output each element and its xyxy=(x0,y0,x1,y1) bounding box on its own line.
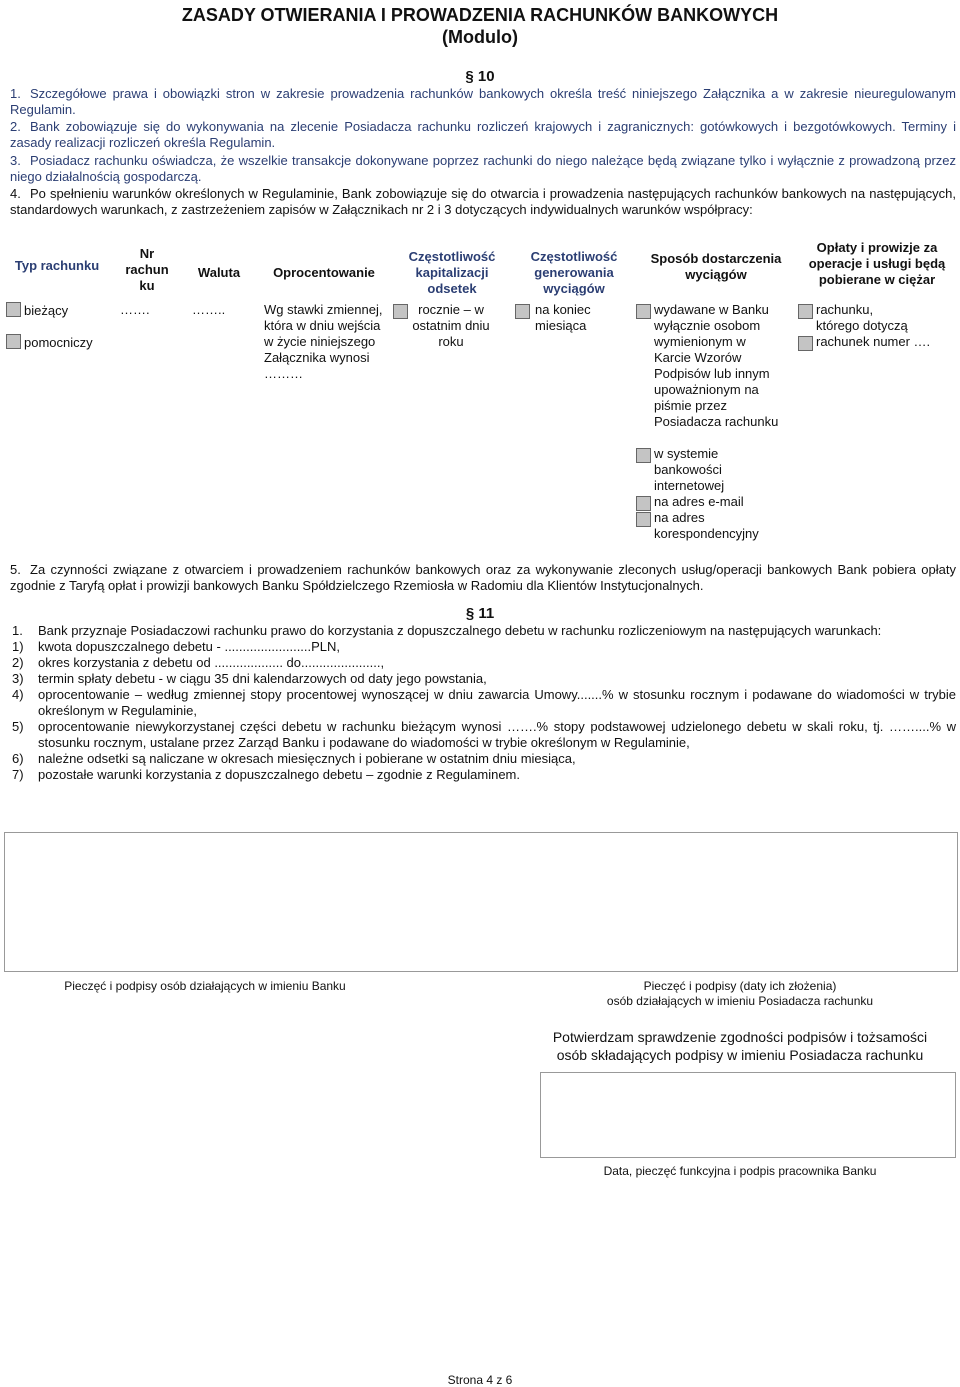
clause-10-4: 4. Po spełnieniu warunków określonych w Regulaminie, Bank zobowiązuje się do otwarcia i prowadzenia następujących rachunków bankowych na następujących, standardowych warunkach, z zastrzeżeniem zapisów w Załącznikach nr 2 i 3 dotyczących indywidualnych warunków współpracy: xyxy=(10,186,956,217)
clause-11-item-1: 1) kwota dopuszczalnego debetu - ........................PLN, xyxy=(12,639,341,654)
signature-bank-caption: Pieczęć i podpisy osób działających w imieniu Banku xyxy=(64,979,346,993)
clause-11-intro: 1. Bank przyznaje Posiadaczowi rachunku prawo do korzystania z dopuszczalnego debetu w rachunku rozliczeniowym na następujących warunkach: xyxy=(12,623,882,638)
checkbox-icon[interactable] xyxy=(636,304,651,319)
checkbox-icon[interactable] xyxy=(515,304,530,319)
paragraph-10-label: § 10 xyxy=(465,68,495,85)
waluta-value: …….. xyxy=(192,302,226,317)
header-generowanie: Częstotliwość generowania wyciągów xyxy=(530,249,618,296)
page-footer: Strona 4 z 6 xyxy=(447,1373,513,1387)
dostarczanie-option-internet[interactable]: w systemie bankowości internetowej xyxy=(636,446,796,494)
clause-11-item-4: 4) oprocentowanie – według zmiennej stopy procentowej wynoszącej w dniu zawarcia Umowy.......% w stosunku rocznym i podawane do wiadomości w trybie określonym w Regulaminie, xyxy=(12,687,956,718)
signature-holder-caption: Pieczęć i podpisy (daty ich złożenia) osób działających w imieniu Posiadacza rachunku xyxy=(606,979,874,1008)
employee-signature-caption: Data, pieczęć funkcyjna i podpis pracownika Banku xyxy=(603,1164,877,1178)
clause-10-5: 5. Za czynności związane z otwarciem i prowadzeniem rachunków bankowych oraz za wykonywanie zleconych usług/operacji bankowych Bank pobiera opłaty zgodnie z Taryfą opłat i prowizji bankowych Banku Spółdzielczego Rzemiosła w Radomiu dla Klientów Instytucjonalnych. xyxy=(10,562,956,593)
dostarczanie-option-bank[interactable]: wydawane w Banku wyłącznie osobom wymienionym w Karcie Wzorów Podpisów lub innym upoważnionym na piśmie przez Posiadacza rachunku xyxy=(636,302,796,430)
checkbox-icon[interactable] xyxy=(636,448,651,463)
oplaty-option-rachunek[interactable]: rachunku, którego dotyczą xyxy=(798,302,948,334)
accounts-table xyxy=(0,234,960,544)
header-dostarczanie: Sposób dostarczenia wyciągów xyxy=(650,251,782,282)
document-title: ZASADY OTWIERANIA I PROWADZENIA RACHUNKÓW BANKOWYCH (Modulo) xyxy=(181,5,779,47)
header-kapitalizacja: Częstotliwość kapitalizacji odsetek xyxy=(408,249,496,296)
clause-10-3: 3. Posiadacz rachunku oświadcza, że wszelkie transakcje dokonywane poprzez rachunki do niego należące będą związane tylko i wyłącznie z prowadzoną przez niego działalnością gospodarczą. xyxy=(10,153,956,184)
clause-10-1: 1. Szczegółowe prawa i obowiązki stron w zakresie prowadzenia rachunków bankowych określa treść niniejszego Załącznika a w zakresie nieuregulowanym Regulamin. xyxy=(10,86,956,117)
nr-value: ……. xyxy=(120,302,150,317)
signature-confirmation-text: Potwierdzam sprawdzenie zgodności podpisów i tożsamości osób składających podpisy w imieniu Posiadacza rachunku xyxy=(552,1029,928,1063)
typ-option-pomocniczy[interactable]: pomocniczy xyxy=(6,334,93,351)
checkbox-icon[interactable] xyxy=(636,496,651,511)
clause-11-item-5: 5) oprocentowanie niewykorzystanej części debetu w rachunku bieżącym wynosi …….% stopy podstawowej udzielonego debetu w skali roku, tj. ……....% w stosunku rocznym, ustalane przez Zarząd Banku i podawane do wiadomości w trybie określonym w Regulaminie, xyxy=(12,719,956,750)
header-typ: Typ rachunku xyxy=(14,258,100,273)
clause-11-item-3: 3) termin spłaty debetu - w ciągu 35 dni kalendarzowych od daty jego powstania, xyxy=(12,671,487,686)
checkbox-icon[interactable] xyxy=(798,336,813,351)
checkbox-icon[interactable] xyxy=(393,304,408,319)
clause-11-item-7: 7) pozostałe warunki korzystania z dopuszczalnego debetu – zgodnie z Regulaminem. xyxy=(12,767,521,782)
employee-signature-box[interactable] xyxy=(540,1072,956,1158)
dostarczanie-option-post[interactable]: na adres korespondencyjny xyxy=(636,510,796,542)
checkbox-icon[interactable] xyxy=(6,334,21,349)
checkbox-icon[interactable] xyxy=(6,302,21,317)
oplaty-option-numer[interactable]: rachunek numer …. xyxy=(798,334,958,351)
generowanie-option[interactable]: na koniec miesiąca xyxy=(515,302,615,334)
typ-option-biezacy[interactable]: bieżący xyxy=(6,302,68,319)
signature-area-box[interactable] xyxy=(4,832,958,972)
paragraph-11-label: § 11 xyxy=(465,605,495,622)
clause-11-item-6: 6) należne odsetki są naliczane w okresach miesięcznych i pobierane w ostatnim dniu miesiąca, xyxy=(12,751,576,766)
header-nr: Nr rachun ku xyxy=(125,246,169,293)
kapitalizacja-option[interactable]: rocznie – w ostatnim dniu roku xyxy=(393,302,503,350)
clause-11-item-2: 2) okres korzystania z debetu od ................... do......................, xyxy=(12,655,385,670)
header-waluta: Waluta xyxy=(197,265,241,280)
oprocentowanie-value: Wg stawki zmiennej, która w dniu wejścia w życie niniejszego Załącznika wynosi ……… xyxy=(264,302,383,381)
checkbox-icon[interactable] xyxy=(798,304,813,319)
header-oplaty: Opłaty i prowizje za operacje i usługi będą pobierane w ciężar xyxy=(808,240,946,287)
header-oprocentowanie: Oprocentowanie xyxy=(273,265,375,280)
checkbox-icon[interactable] xyxy=(636,512,651,527)
dostarczanie-option-email[interactable]: na adres e-mail xyxy=(636,494,796,511)
clause-10-2: 2. Bank zobowiązuje się do wykonywania na zlecenie Posiadacza rachunku rozliczeń krajowych i zagranicznych: gotówkowych i bezgotówkowych. Terminy i zasady realizacji rozliczeń określa Regulamin. xyxy=(10,119,956,150)
